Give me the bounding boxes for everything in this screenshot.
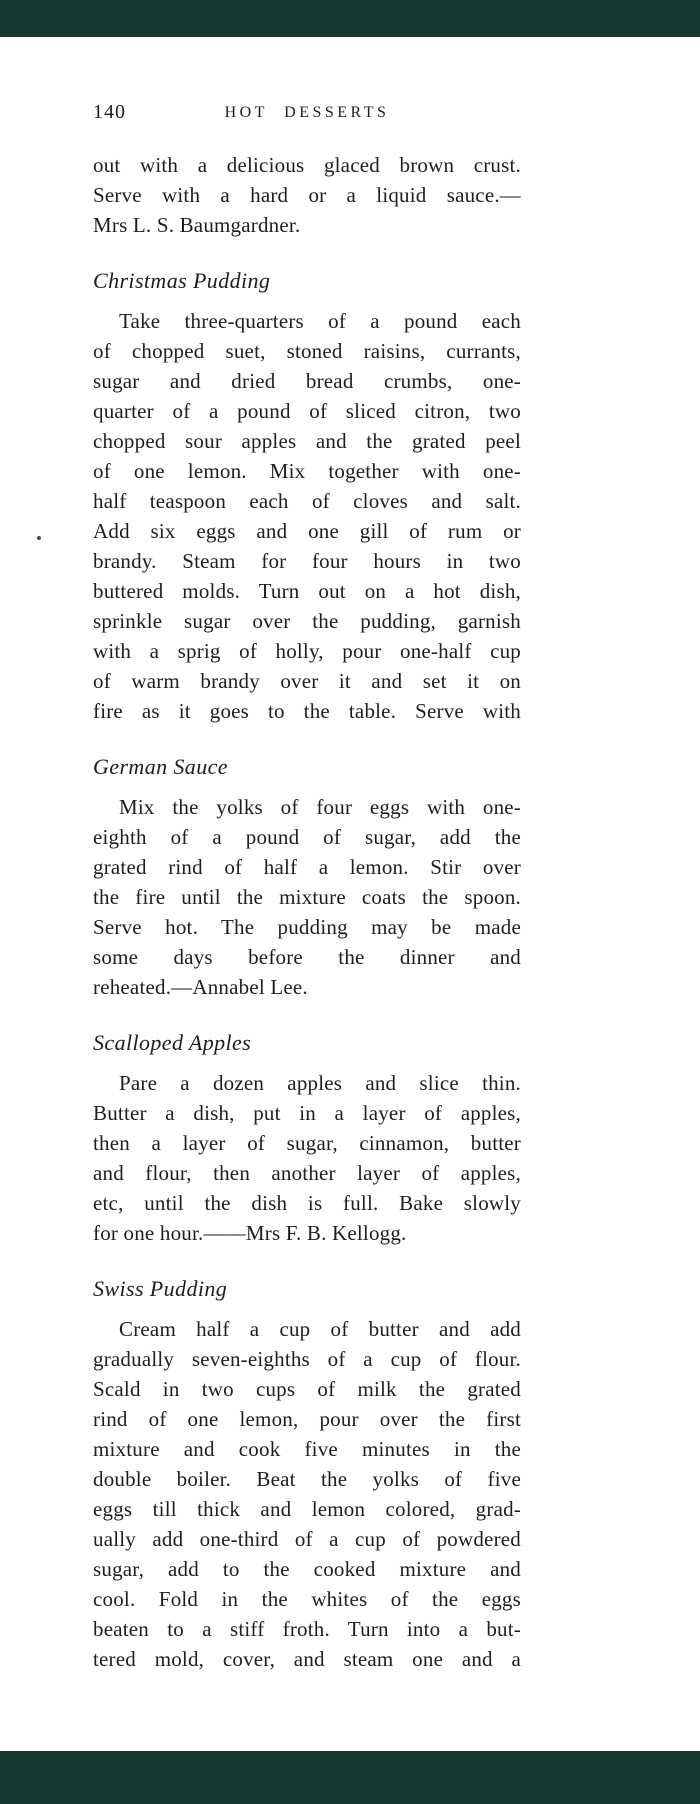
- text-line: sprinkle sugar over the pudding, garnish: [93, 609, 521, 633]
- text-line: fire as it goes to the table. Serve with: [93, 699, 521, 723]
- text-line: Butter a dish, put in a layer of apples,: [93, 1101, 521, 1125]
- paragraph-scalloped-apples: [93, 1068, 521, 1248]
- text-line: Take three-quarters of a pound each: [119, 309, 521, 333]
- text-line: double boiler. Beat the yolks of five: [93, 1467, 521, 1491]
- paragraph-german-sauce: [93, 792, 521, 1002]
- text-line: Mrs L. S. Baumgardner.: [93, 213, 301, 237]
- recipe-heading-christmas-pudding: Christmas Pudding: [93, 268, 271, 293]
- scan-band-top: [0, 0, 700, 37]
- text-line: grated rind of half a lemon. Stir over: [93, 855, 521, 879]
- text-line: Pare a dozen apples and slice thin.: [119, 1071, 521, 1095]
- text-line: Cream half a cup of butter and add: [119, 1317, 521, 1341]
- text-line: half teaspoon each of cloves and salt.: [93, 489, 521, 513]
- page-header: [93, 101, 521, 129]
- recipe-heading-swiss-pudding: Swiss Pudding: [93, 1276, 228, 1301]
- text-line: tered mold, cover, and steam one and a: [93, 1647, 521, 1671]
- text-line: reheated.—Annabel Lee.: [93, 975, 308, 999]
- text-line: rind of one lemon, pour over the first: [93, 1407, 521, 1431]
- text-line: sugar and dried bread crumbs, one-: [93, 369, 521, 393]
- text-line: of one lemon. Mix together with one-: [93, 459, 521, 483]
- text-line: mixture and cook five minutes in the: [93, 1437, 521, 1461]
- text-line: for one hour.——Mrs F. B. Kellogg.: [93, 1221, 407, 1245]
- text-line: Serve with a hard or a liquid sauce.—: [93, 183, 521, 207]
- text-line: the fire until the mixture coats the spoon.: [93, 885, 521, 909]
- page-body: [93, 37, 521, 1674]
- text-line: buttered molds. Turn out on a hot dish,: [93, 579, 521, 603]
- recipe-heading-german-sauce: German Sauce: [93, 754, 228, 779]
- paragraph-swiss-pudding: [93, 1314, 521, 1674]
- text-line: cool. Fold in the whites of the eggs: [93, 1587, 521, 1611]
- text-line: quarter of a pound of sliced citron, two: [93, 399, 521, 423]
- text-line: brandy. Steam for four hours in two: [93, 549, 521, 573]
- text-line: of warm brandy over it and set it on: [93, 669, 521, 693]
- text-line: Scald in two cups of milk the grated: [93, 1377, 521, 1401]
- text-line: of chopped suet, stoned raisins, currants,: [93, 339, 521, 363]
- text-line: out with a delicious glaced brown crust.: [93, 153, 521, 177]
- page-number: 140: [93, 101, 126, 123]
- text-line: eighth of a pound of sugar, add the: [93, 825, 521, 849]
- text-line: etc, until the dish is full. Bake slowly: [93, 1191, 521, 1215]
- text-line: then a layer of sugar, cinnamon, butter: [93, 1131, 521, 1155]
- text-line: Mix the yolks of four eggs with one-: [119, 795, 521, 819]
- text-line: ually add one-third of a cup of powdered: [93, 1527, 521, 1551]
- scan-band-bottom: [0, 1751, 700, 1804]
- ink-speck: [37, 536, 41, 540]
- text-line: Add six eggs and one gill of rum or: [93, 519, 521, 543]
- text-line: Serve hot. The pudding may be made: [93, 915, 521, 939]
- paragraph-continuation: [93, 150, 521, 240]
- text-line: sugar, add to the cooked mixture and: [93, 1557, 521, 1581]
- text-line: some days before the dinner and: [93, 945, 521, 969]
- text-line: beaten to a stiff froth. Turn into a but-: [93, 1617, 521, 1641]
- text-line: gradually seven-eighths of a cup of flour.: [93, 1347, 521, 1371]
- text-line: with a sprig of holly, pour one-half cup: [93, 639, 521, 663]
- recipe-heading-scalloped-apples: Scalloped Apples: [93, 1030, 252, 1055]
- text-line: eggs till thick and lemon colored, grad-: [93, 1497, 521, 1521]
- text-line: chopped sour apples and the grated peel: [93, 429, 521, 453]
- running-head: HOT DESSERTS: [224, 104, 390, 121]
- text-line: and flour, then another layer of apples,: [93, 1161, 521, 1185]
- paragraph-christmas-pudding: [93, 306, 521, 726]
